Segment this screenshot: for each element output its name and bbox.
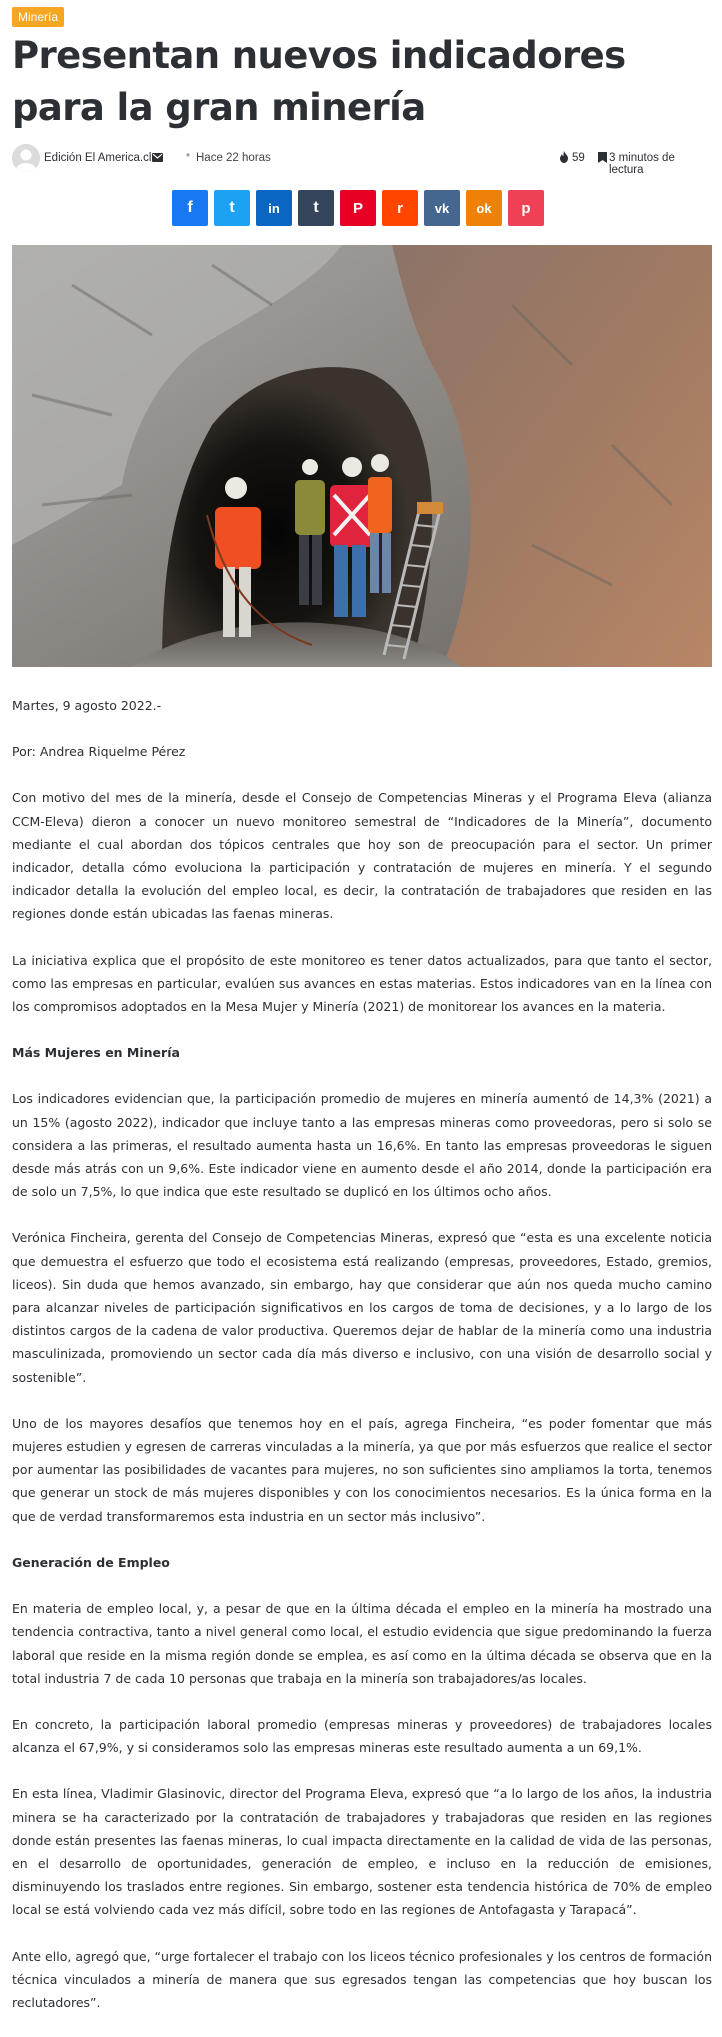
share-tumblr-button[interactable] bbox=[298, 190, 334, 226]
share-facebook-button[interactable] bbox=[172, 190, 208, 226]
article-date: Martes, 9 agosto 2022.- bbox=[12, 698, 162, 713]
linkedin-icon: in bbox=[268, 200, 280, 216]
paragraph: Con motivo del mes de la minería, desde el Consejo de Competencias Mineras y el Programa Eleva (alianza CCM-Eleva) dieron a conocer un nuevo monitoreo semestral de “Indicadores de la Minería”, documento mediante el cual abordan dos tópicos centrales que hoy son de preocupación para el sector. Un primer indicador, detalla cómo evoluciona la participación y contratación de mujeres en minería. Y el segundo indicador detalla la evolución del empleo local, es decir, la contratación de trabajadores que residen en las regiones donde están ubicadas las faenas mineras. bbox=[12, 790, 712, 922]
article-title: Presentan nuevos indicadores para la gran minería bbox=[12, 34, 626, 129]
paragraph: Verónica Fincheira, gerenta del Consejo de Competencias Mineras, expresó que “esta es una excelente noticia que demuestra el esfuerzo que todo el ecosistema está realizando (empresas, proveedores, Estado, gremios, liceos). Sin duda que hemos avanzado, sin embargo, hay que considerar que aún nos queda mucho camino para alcanzar niveles de participación significativos en los cargos de toma de decisiones, y a lo largo de los distintos cargos de la cadena de valor productiva. Queremos dejar de hablar de la minería como una industria masculinizada, promoviendo un sector cada día más diverso e inclusivo, con una visión de desarrollo social y sostenible”. bbox=[12, 1230, 712, 1385]
share-pinterest-button[interactable] bbox=[340, 190, 376, 226]
article-body bbox=[12, 694, 712, 2037]
view-count: 59 bbox=[572, 152, 585, 164]
section-heading: Más Mujeres en Minería bbox=[12, 1045, 180, 1061]
twitter-icon: t bbox=[229, 199, 235, 216]
paragraph: En esta línea, Vladimir Glasinovic, director del Programa Eleva, expresó que “a lo largo de los años, la industria minera se ha caracterizado por la contratación de trabajadores y trabajadoras que residen en las regiones donde están presentes las faenas mineras, lo cual impacta directamente en la calidad de vida de las personas, en el desarrollo de oportunidades, generación de empleo, e incluso en la reducción de emisiones, disminuyendo los traslados entre regiones. Sin embargo, sostener esta tendencia histórica de 70% de empleo local se está volviendo cada vez más difícil, sobre todo en las regiones de Antofagasta y Tarapacá”. bbox=[12, 1786, 712, 1918]
article-meta bbox=[12, 144, 712, 174]
mine-tunnel-photo bbox=[12, 245, 712, 667]
user-icon bbox=[12, 144, 40, 172]
author-avatar[interactable] bbox=[12, 144, 40, 172]
author-name[interactable]: Edición El America.cl bbox=[44, 152, 152, 164]
paragraph: La iniciativa explica que el propósito de este monitoreo es tener datos actualizados, para que tanto el sector, como las empresas en particular, evalúen sus avances en estas materias. Estos indicadores van en la línea con los compromisos adoptados en la Mesa Mujer y Minería (2021) de monitorear los avances en la materia. bbox=[12, 952, 712, 1015]
share-odnoklassniki-button[interactable] bbox=[466, 190, 502, 226]
pocket-icon: p bbox=[521, 199, 531, 217]
reddit-icon: r bbox=[397, 199, 403, 217]
tumblr-icon: t bbox=[313, 199, 319, 216]
share-twitter-button[interactable] bbox=[214, 190, 250, 226]
hero-image bbox=[12, 245, 712, 667]
publish-time: Hace 22 horas bbox=[196, 152, 271, 164]
paragraph: En materia de empleo local, y, a pesar de que en la última década el empleo en la minería ha mostrado una tendencia contractiva, tanto a nivel general como local, el estudio evidencia que sigue predominando la fuerza laboral que reside en la misma región donde se emplea, es así como en la última década se observa que en la total industria 7 de cada 10 personas que trabaja en la minería son trabajadores/as locales. bbox=[12, 1601, 712, 1686]
mail-icon[interactable] bbox=[152, 153, 163, 162]
share-pocket-button[interactable] bbox=[508, 190, 544, 226]
facebook-icon: f bbox=[187, 199, 193, 216]
paragraph: En concreto, la participación laboral promedio (empresas mineras y proveedores) de trabajadores locales alcanza el 67,9%, y si consideramos solo las empresas mineras este resultado aumenta a un 69,1%. bbox=[12, 1716, 712, 1756]
pinterest-icon: P bbox=[352, 199, 363, 217]
share-reddit-button[interactable] bbox=[382, 190, 418, 226]
odnoklassniki-icon: ok bbox=[476, 200, 492, 216]
meta-separator: • bbox=[186, 150, 191, 162]
paragraph: Los indicadores evidencian que, la participación promedio de mujeres en minería aumentó de 14,3% (2021) a un 15% (agosto 2022), indicador que incluye tanto a las empresas mineras como proveedoras, pero si solo se considera a las primeras, el resultado aumenta hasta un 16,6%. En tanto las empresas proveedoras le siguen desde más atrás con un 9,6%. Este indicador viene en aumento desde el año 2014, donde la participación era de solo un 7,5%, lo que indica que este resultado se duplicó en los últimos ocho años. bbox=[12, 1091, 712, 1200]
bookmark-icon bbox=[598, 152, 607, 163]
share-vk-button[interactable] bbox=[424, 190, 460, 226]
share-linkedin-button[interactable] bbox=[256, 190, 292, 226]
paragraph: Ante ello, agregó que, “urge fortalecer el trabajo con los liceos técnico profesionales y los centros de formación técnica vinculados a minería de manera que sus egresados tengan las competencias que hoy buscan los reclutadores”. bbox=[12, 1948, 712, 2010]
section-heading: Generación de Empleo bbox=[12, 1554, 170, 1570]
article-byline: Por: Andrea Riquelme Pérez bbox=[12, 744, 186, 760]
fire-icon bbox=[559, 151, 569, 163]
reading-time: 3 minutos de lectura bbox=[609, 152, 675, 176]
category-badge[interactable]: Minería bbox=[12, 7, 64, 27]
vk-icon: vk bbox=[434, 200, 450, 216]
paragraph: Uno de los mayores desafíos que tenemos hoy en el país, agrega Fincheira, “es poder fomentar que más mujeres estudien y egresen de carreras vinculadas a la minería, ya que por más esfuerzos que realice el sector por aumentar las posibilidades de vacantes para mujeres, no son suficientes sino ampliamos la torta, tenemos que generar un stock de más mujeres disponibles y con los conocimientos necesarios. Es la única forma en la que de verdad transformaremos esta industria en un sector más inclusivo”. bbox=[12, 1415, 712, 1524]
